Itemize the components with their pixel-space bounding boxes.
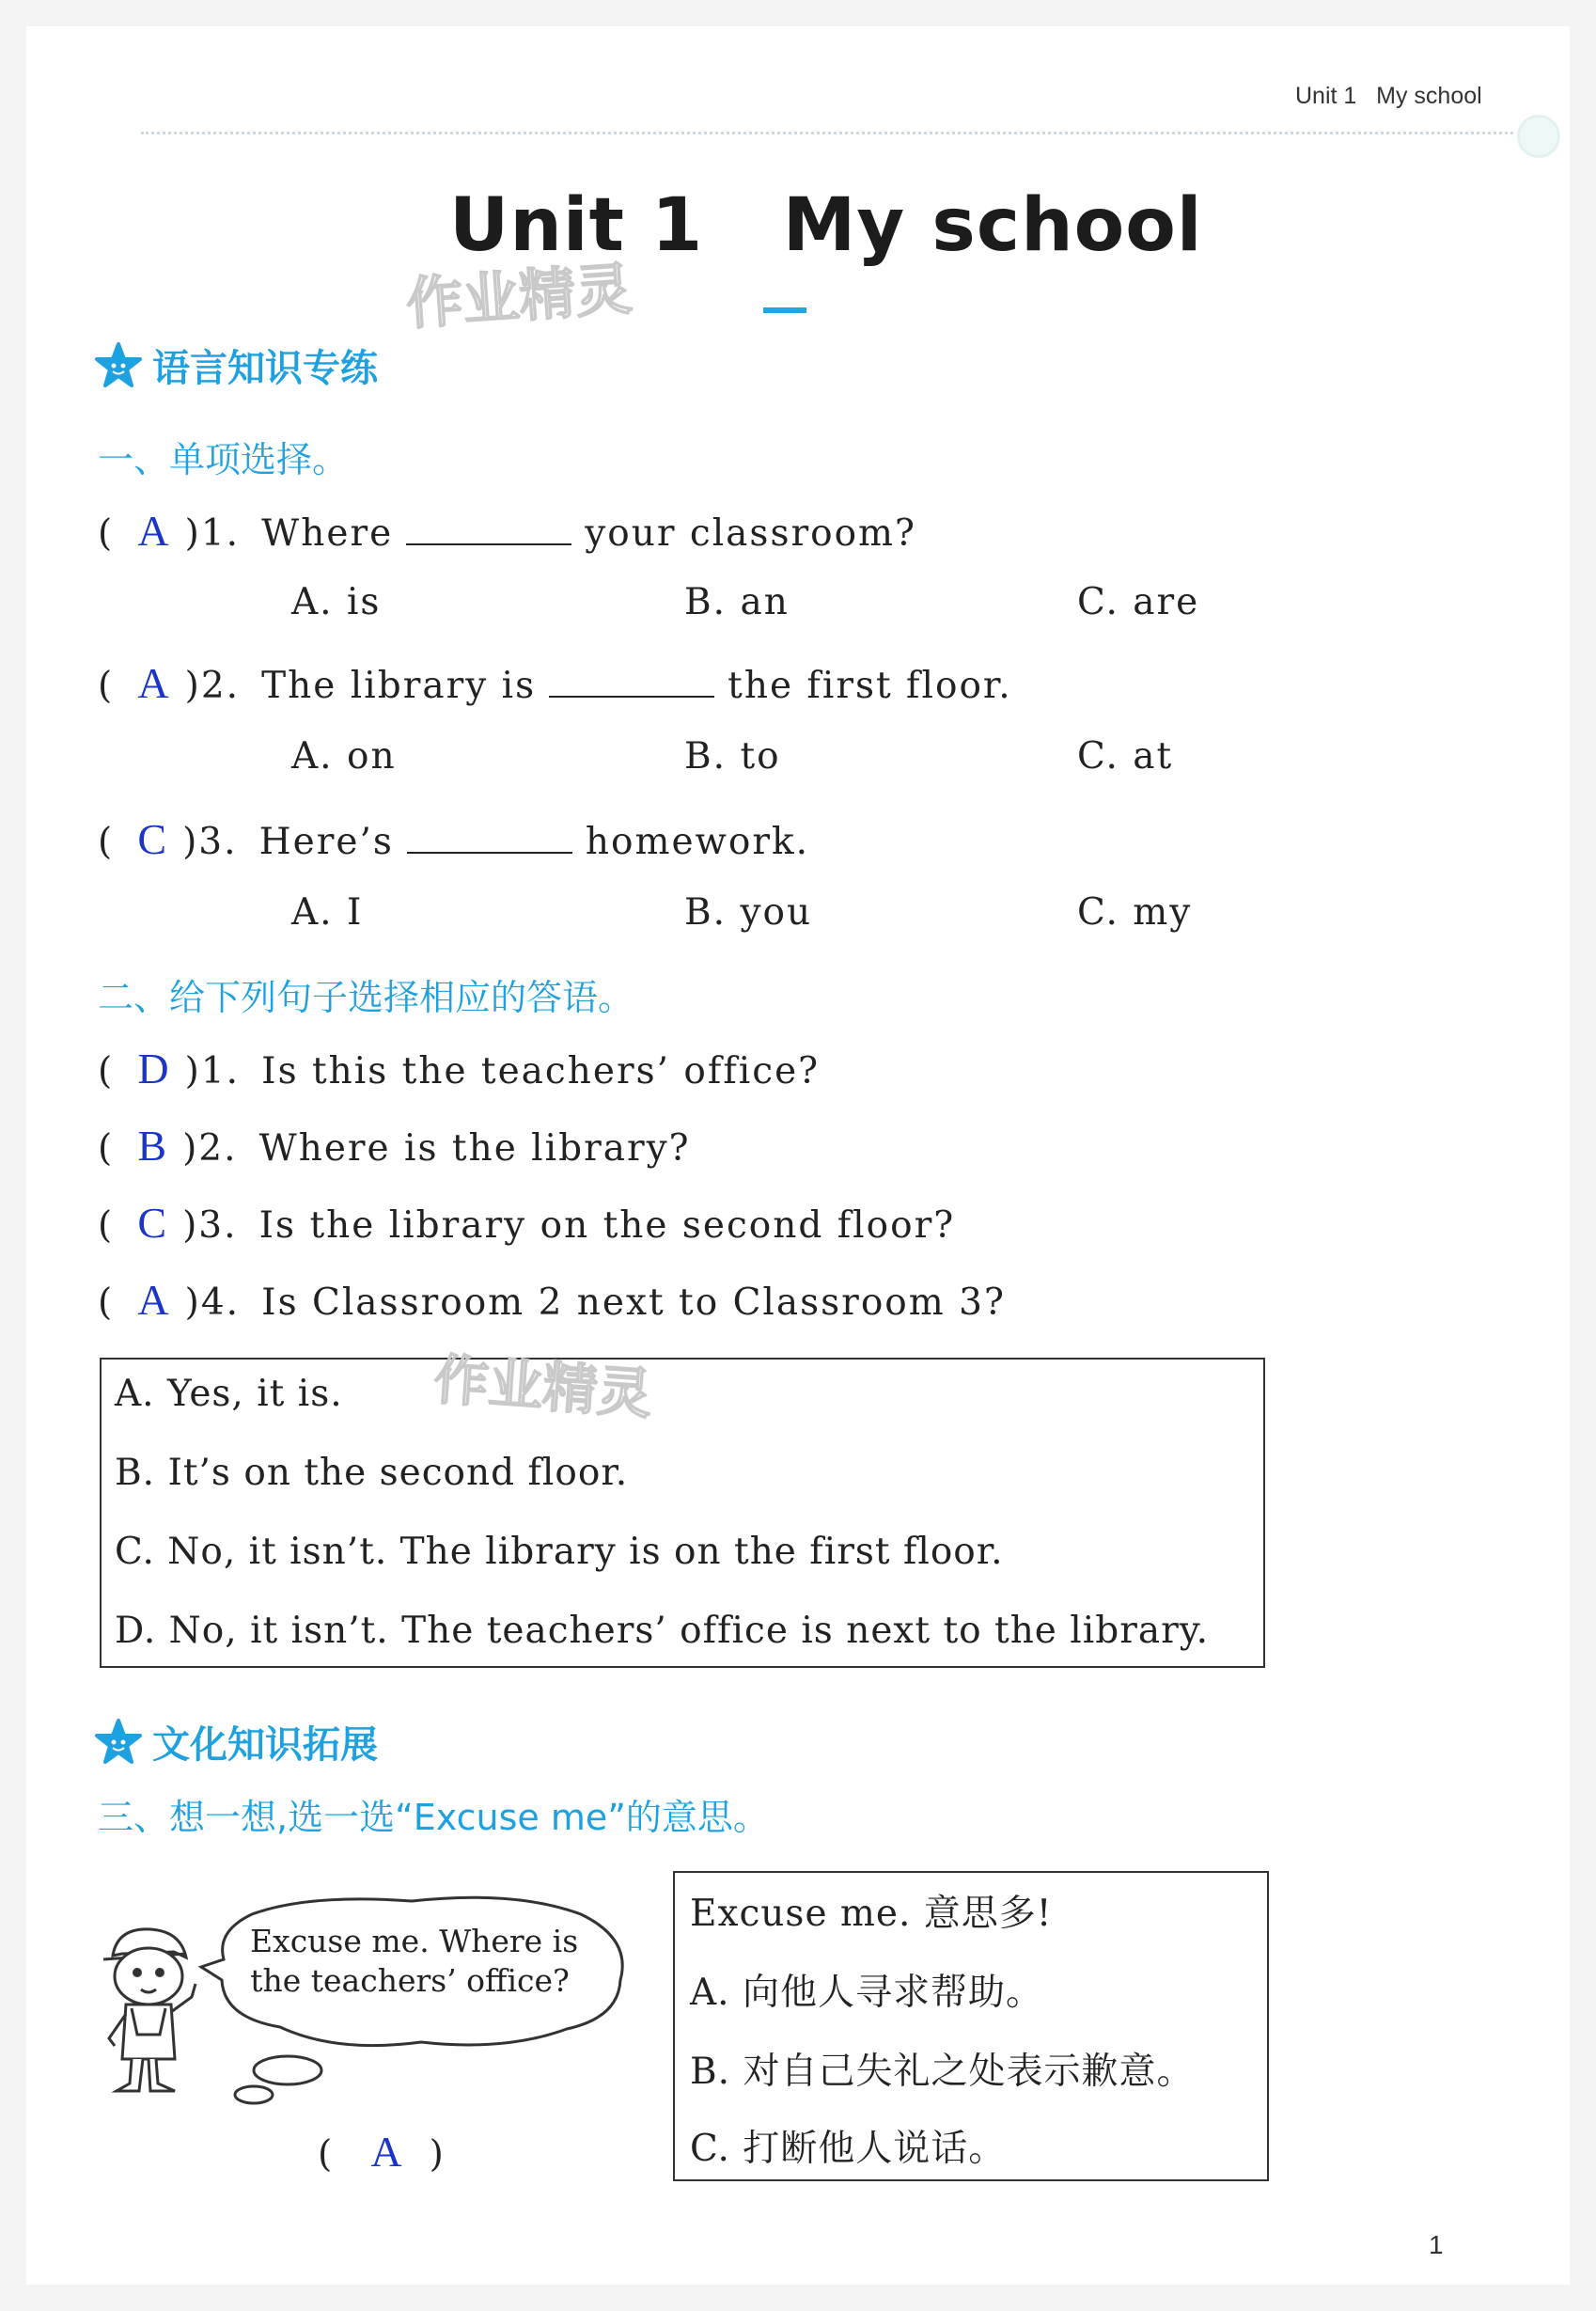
watermark-middle: 作业精灵 bbox=[431, 1346, 654, 1426]
question-text: Is this the teachers’ office? bbox=[261, 1050, 821, 1093]
option-c: C. are bbox=[1077, 581, 1200, 623]
choice-c: C. No, it isn’t. The library is on the first floor. bbox=[115, 1531, 1004, 1573]
question-number: )1. bbox=[184, 1050, 241, 1093]
header-topic: My school bbox=[1376, 83, 1482, 109]
boy-illustration bbox=[94, 1918, 207, 2097]
question-number: )2. bbox=[182, 1127, 238, 1170]
part2-heading: 二、给下列句子选择相应的答语。 bbox=[98, 977, 634, 1018]
question-text-before: Where bbox=[261, 512, 394, 555]
part2-q4 bbox=[98, 1275, 1006, 1325]
answer-blank bbox=[406, 538, 571, 545]
meaning-option-c: C. 打断他人说话。 bbox=[690, 2128, 1007, 2170]
meaning-option-a: A. 向他人寻求帮助。 bbox=[690, 1972, 1043, 2014]
bubble-line-2: the teachers’ office? bbox=[250, 1962, 570, 1999]
answer-mark: C bbox=[137, 1199, 166, 1247]
title-unit: Unit 1 bbox=[449, 183, 704, 268]
answer-blank bbox=[549, 690, 714, 698]
answer-mark: D bbox=[137, 1045, 169, 1093]
option-b: B. you bbox=[684, 891, 813, 934]
decorative-circle bbox=[1517, 115, 1560, 158]
part3-answer bbox=[318, 2127, 444, 2177]
section-language-label: 语言知识专练 bbox=[152, 346, 378, 390]
page-number: 1 bbox=[1429, 2230, 1444, 2259]
section-culture-heading bbox=[94, 1715, 378, 1769]
question-text-after: the first floor. bbox=[728, 665, 1012, 707]
question-text-after: your classroom? bbox=[585, 512, 916, 555]
meaning-box bbox=[673, 1871, 1269, 2181]
meaning-option-b: B. 对自己失礼之处表示歉意。 bbox=[690, 2051, 1195, 2093]
part1-q3 bbox=[98, 814, 809, 864]
open-paren: ( bbox=[98, 1127, 113, 1170]
open-paren: ( bbox=[98, 1204, 113, 1247]
option-a: A. on bbox=[291, 735, 397, 778]
option-a: A. is bbox=[291, 581, 382, 623]
choice-b: B. It’s on the second floor. bbox=[115, 1452, 629, 1494]
answer-mark: A bbox=[137, 1276, 169, 1324]
open-paren: ( bbox=[98, 512, 113, 555]
section-culture-label: 文化知识拓展 bbox=[152, 1722, 378, 1767]
open-paren: ( bbox=[98, 1281, 113, 1324]
choice-a: A. Yes, it is. bbox=[115, 1373, 343, 1415]
option-b: B. to bbox=[684, 735, 781, 778]
question-text: Where is the library? bbox=[258, 1127, 691, 1170]
header-unit: Unit 1 bbox=[1295, 83, 1357, 109]
title-underline bbox=[763, 307, 806, 313]
question-text: Is Classroom 2 next to Classroom 3? bbox=[261, 1281, 1006, 1324]
part1-q2 bbox=[98, 658, 1012, 708]
question-text: Is the library on the second floor? bbox=[258, 1204, 956, 1247]
option-c: C. my bbox=[1077, 891, 1193, 934]
part2-q3 bbox=[98, 1198, 955, 1248]
bubble-text bbox=[250, 1922, 579, 2001]
running-header bbox=[1295, 83, 1482, 110]
open-paren: ( bbox=[98, 665, 113, 707]
question-number: )4. bbox=[184, 1281, 241, 1324]
answer-mark: C bbox=[137, 815, 166, 863]
part2-q2 bbox=[98, 1121, 691, 1171]
header-dotted-rule bbox=[141, 132, 1513, 134]
meaning-box-title: Excuse me. 意思多! bbox=[690, 1893, 1053, 1935]
answer-blank bbox=[407, 846, 572, 854]
answer-mark: A bbox=[137, 507, 169, 555]
answer-mark: A bbox=[137, 659, 169, 707]
open-paren: ( bbox=[318, 2133, 333, 2176]
question-number: )3. bbox=[182, 1204, 238, 1247]
star-icon bbox=[94, 1718, 143, 1767]
question-number: )2. bbox=[184, 665, 241, 707]
close-paren: ) bbox=[429, 2133, 444, 2176]
answer-choices-box bbox=[100, 1358, 1265, 1668]
option-c: C. at bbox=[1077, 735, 1174, 778]
part2-q1 bbox=[98, 1044, 820, 1093]
question-text-before: Here’s bbox=[258, 821, 394, 863]
section-language-heading bbox=[94, 338, 378, 392]
part1-q1 bbox=[98, 506, 916, 556]
question-number: )3. bbox=[182, 821, 238, 863]
open-paren: ( bbox=[98, 1050, 113, 1093]
part1-heading: 一、单项选择。 bbox=[98, 439, 349, 480]
watermark-top: 作业精灵 bbox=[404, 256, 634, 338]
question-number: )1. bbox=[184, 512, 241, 555]
title-topic: My school bbox=[782, 183, 1203, 268]
answer-mark: B bbox=[137, 1122, 166, 1170]
option-b: B. an bbox=[684, 581, 790, 623]
question-text-after: homework. bbox=[585, 821, 810, 863]
bubble-line-1: Excuse me. Where is bbox=[250, 1923, 579, 1959]
part3-heading: 三、想一想,选一选“Excuse me”的意思。 bbox=[98, 1797, 769, 1838]
open-paren: ( bbox=[98, 821, 113, 863]
question-text-before: The library is bbox=[261, 665, 537, 707]
star-icon bbox=[94, 341, 143, 390]
answer-mark: A bbox=[370, 2128, 402, 2176]
choice-d: D. No, it isn’t. The teachers’ office is next to the library. bbox=[115, 1610, 1209, 1652]
option-a: A. I bbox=[291, 891, 364, 934]
